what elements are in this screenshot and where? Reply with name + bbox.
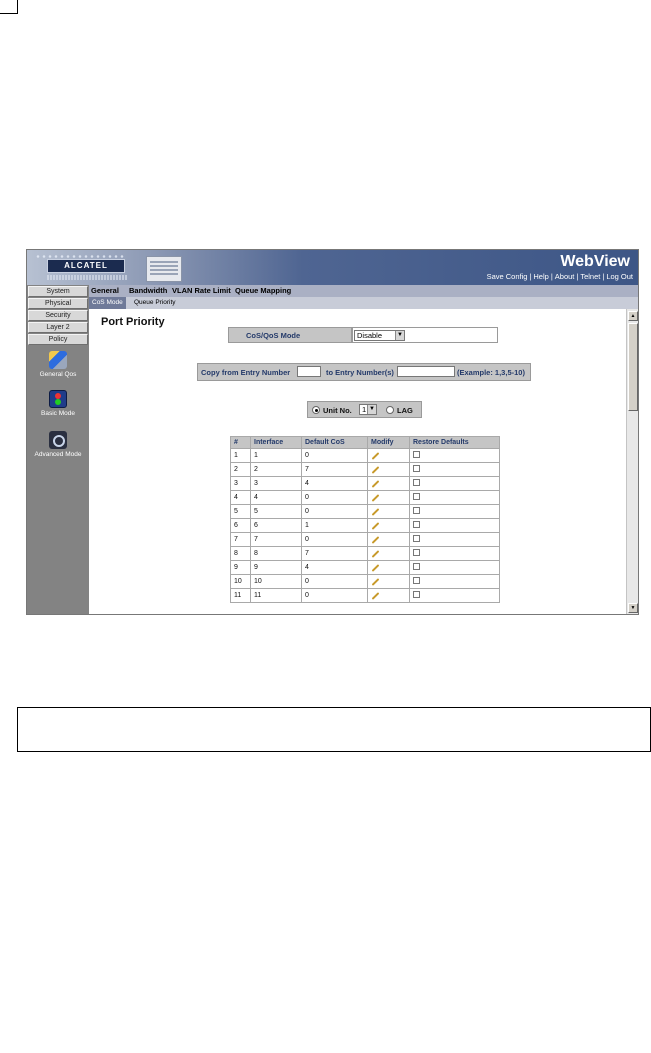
basic-mode-item[interactable]	[27, 390, 89, 417]
copy-from-label: Copy from Entry Number	[201, 368, 291, 377]
scroll-down-icon[interactable]: ▼	[628, 603, 638, 613]
restore-checkbox[interactable]	[413, 493, 420, 500]
basic-mode-label: Basic Mode	[41, 410, 75, 417]
scroll-up-icon[interactable]: ▲	[628, 311, 638, 321]
webview-screenshot	[26, 249, 639, 615]
switch-image	[146, 256, 182, 282]
empty-note-box	[17, 707, 651, 752]
advanced-mode-item[interactable]	[27, 431, 89, 458]
cos-mode-value: Disable	[357, 331, 383, 340]
chevron-down-icon: ▼	[395, 331, 404, 340]
table-row: 11 11 0	[231, 589, 500, 603]
unit-select[interactable]	[359, 404, 377, 415]
tab-queue-mapping[interactable]: Queue Mapping	[235, 286, 292, 295]
restore-checkbox[interactable]	[413, 577, 420, 584]
pencil-icon[interactable]	[372, 466, 380, 474]
cos-mode-select[interactable]	[354, 330, 405, 341]
cos-mode-label: CoS/QoS Mode	[246, 331, 301, 340]
pencil-icon[interactable]	[372, 564, 380, 572]
pencil-icon[interactable]	[372, 522, 380, 530]
tab-bandwidth[interactable]: Bandwidth	[129, 286, 168, 295]
table-row: 3 3 4	[231, 477, 500, 491]
help-link[interactable]: Help	[533, 272, 549, 281]
table-header-row	[231, 437, 500, 449]
tab-general[interactable]: General	[91, 286, 119, 295]
lag-radio[interactable]	[386, 406, 394, 414]
pencil-icon[interactable]	[372, 536, 380, 544]
restore-checkbox[interactable]	[413, 591, 420, 598]
page-title: Port Priority	[101, 316, 165, 328]
table-row: 9 9 4	[231, 561, 500, 575]
col-restore-defaults: Restore Defaults	[410, 437, 500, 449]
col-modify: Modify	[368, 437, 410, 449]
example-hint: (Example: 1,3,5-10)	[457, 368, 525, 377]
top-links: Save Config | Help | About | Telnet | Log Out	[486, 272, 633, 281]
port-priority-table	[230, 436, 500, 603]
subtab-cos-mode[interactable]: CoS Mode	[89, 297, 126, 309]
restore-checkbox[interactable]	[413, 521, 420, 528]
app-title: WebView	[560, 253, 630, 270]
logo-text: ALCATEL	[64, 261, 108, 270]
traffic-light-icon	[49, 390, 67, 408]
logo-tagline-decoration	[47, 275, 127, 280]
to-entry-label: to Entry Number(s)	[326, 368, 394, 377]
unit-radio[interactable]	[312, 406, 320, 414]
unit-label: Unit No.	[323, 406, 352, 415]
general-qos-icon	[49, 351, 67, 369]
pencil-icon[interactable]	[372, 508, 380, 516]
table-row: 2 2 7	[231, 463, 500, 477]
alcatel-logo	[47, 259, 125, 273]
restore-checkbox[interactable]	[413, 465, 420, 472]
table-row: 8 8 7	[231, 547, 500, 561]
general-qos-item[interactable]	[27, 351, 89, 378]
sidebar-item-physical[interactable]: Physical	[28, 298, 88, 309]
restore-checkbox[interactable]	[413, 479, 420, 486]
sidebar-item-system[interactable]: System	[28, 286, 88, 297]
crop-mark-horizontal	[0, 13, 17, 14]
pencil-icon[interactable]	[372, 578, 380, 586]
general-qos-label: General Qos	[39, 371, 77, 378]
scroll-thumb[interactable]	[628, 323, 638, 411]
table-row: 4 4 0	[231, 491, 500, 505]
content-scrollbar[interactable]	[626, 309, 638, 615]
main-content	[89, 309, 626, 615]
restore-checkbox[interactable]	[413, 451, 420, 458]
advanced-mode-label: Advanced Mode	[34, 451, 82, 458]
subtab-queue-priority[interactable]: Queue Priority	[134, 299, 176, 306]
sub-tabbar	[89, 297, 638, 309]
main-tabbar	[89, 285, 638, 297]
table-row: 7 7 0	[231, 533, 500, 547]
col-interface: Interface	[251, 437, 302, 449]
restore-checkbox[interactable]	[413, 549, 420, 556]
restore-checkbox[interactable]	[413, 535, 420, 542]
restore-checkbox[interactable]	[413, 563, 420, 570]
chevron-down-icon: ▼	[367, 405, 376, 414]
table-row: 10 10 0	[231, 575, 500, 589]
to-entry-input[interactable]	[397, 366, 455, 377]
telnet-link[interactable]: Telnet	[580, 272, 601, 281]
unit-value: 1	[362, 405, 367, 414]
restore-checkbox[interactable]	[413, 507, 420, 514]
col-number: #	[231, 437, 251, 449]
sidebar-item-policy[interactable]: Policy	[28, 334, 88, 345]
sidebar-item-layer2[interactable]: Layer 2	[28, 322, 88, 333]
table-row: 1 1 0	[231, 449, 500, 463]
sidebar	[27, 285, 89, 615]
pencil-icon[interactable]	[372, 452, 380, 460]
pencil-icon[interactable]	[372, 592, 380, 600]
pencil-icon[interactable]	[372, 494, 380, 502]
about-link[interactable]: About	[554, 272, 575, 281]
save-config-link[interactable]: Save Config	[486, 272, 528, 281]
crop-mark-vertical	[17, 0, 18, 14]
advanced-mode-icon	[49, 431, 67, 449]
cos-mode-label-cell	[228, 327, 352, 343]
tab-vlan-rate-limit[interactable]: VLAN Rate Limit	[172, 286, 231, 295]
table-row: 5 5 0	[231, 505, 500, 519]
logout-link[interactable]: Log Out	[606, 272, 633, 281]
copy-from-input[interactable]	[297, 366, 321, 377]
pencil-icon[interactable]	[372, 550, 380, 558]
header-banner	[27, 250, 638, 285]
table-row: 6 6 1	[231, 519, 500, 533]
col-default-cos: Default CoS	[302, 437, 368, 449]
copy-entry-row	[197, 363, 531, 381]
lag-label: LAG	[397, 406, 413, 415]
pencil-icon[interactable]	[372, 480, 380, 488]
sidebar-item-security[interactable]: Security	[28, 310, 88, 321]
